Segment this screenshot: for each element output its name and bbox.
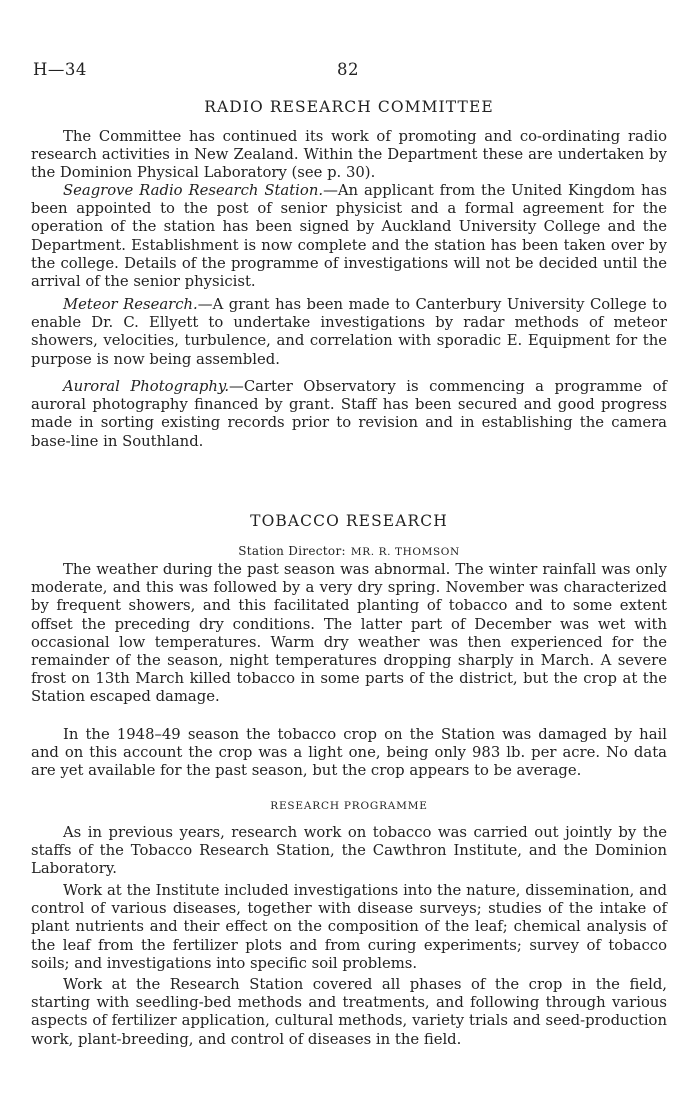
seagrove-paragraph <box>31 182 667 291</box>
auroral-text: —Carter Observatory is commencing a programme of auroral photography financed by grant. Staff has been secured and good progress made in sorting existing records prior to revision and in establishing the camera base-line in Southland. <box>31 378 667 450</box>
radio-section-title: RADIO RESEARCH COMMITTEE <box>204 98 494 116</box>
research-programme-heading: RESEARCH PROGRAMME <box>270 800 428 812</box>
meteor-paragraph <box>31 296 667 369</box>
report-code: H—34 <box>33 60 87 79</box>
auroral-heading: Auroral Photography. <box>63 378 230 395</box>
institute-work-paragraph: Work at the Institute included investigations into the nature, dissemination, and control of various diseases, together with disease surveys; studies of the intake of plant nutrients and their effect on the composition of the leaf; chemical analysis of the leaf from the fertilizer plots and from curing experiments; survey of tobacco soils; and investigations into specific soil problems. <box>31 882 667 972</box>
director-label: Station Director: <box>238 544 346 558</box>
weather-paragraph: The weather during the past season was abnormal. The winter rainfall was only moderate, and this was followed by a very dry spring. November was characterized by frequent showers, and this facilitated planting of tobacco and to some extent offset the preceding dry conditions. The latter part of December was wet with occasional low temperatures. Warm dry weather was then experienced for the remainder of the season, night temperatures dropping sharply in March. A severe frost on 13th March killed tobacco in some parts of the district, but the crop at the Station escaped damage. <box>31 561 667 706</box>
season-paragraph: In the 1948–49 season the tobacco crop on the Station was damaged by hail and on this account the crop was a light one, being only 983 lb. per acre. No data are yet available for the past season, but the crop appears to be average. <box>31 726 667 780</box>
programme-intro-paragraph: As in previous years, research work on tobacco was carried out jointly by the staffs of the Tobacco Research Station, the Cawthron Institute, and the Dominion Laboratory. <box>31 824 667 878</box>
page-number: 82 <box>337 60 359 79</box>
director-name: MR. R. THOMSON <box>350 546 460 558</box>
station-work-paragraph: Work at the Research Station covered all phases of the crop in the field, starting with seedling-bed methods and treatments, and following through various aspects of fertilizer application, cultural methods, variety trials and seed-production work, plant-breeding, and control of diseases in the field. <box>31 976 667 1048</box>
seagrove-heading: Seagrove Radio Research Station. <box>63 182 324 199</box>
meteor-heading: Meteor Research. <box>63 296 198 313</box>
seagrove-text: —An applicant from the United Kingdom has been appointed to the post of senior physicist and a formal agreement for the operation of the station has been signed by Auckland University College and the Department. Establishment is now complete and the station has been taken over by the college. Details of the programme of investigations will not be decided until the arrival of the senior physicist. <box>31 182 668 291</box>
radio-intro-paragraph: The Committee has continued its work of promoting and co-ordinating radio research activities in New Zealand. Within the Department these are undertaken by the Dominion Physical Laboratory (see p. 30). <box>31 128 667 182</box>
tobacco-section-title: TOBACCO RESEARCH <box>250 512 448 530</box>
meteor-text: —A grant has been made to Canterbury University College to enable Dr. C. Ellyett to undertake investigations by radar methods of meteor showers, velocities, turbulence, and correlation with sporadic E. Equipment for the purpose is now being assembled. <box>31 296 667 368</box>
auroral-paragraph <box>31 378 667 451</box>
station-director-line <box>31 540 667 559</box>
